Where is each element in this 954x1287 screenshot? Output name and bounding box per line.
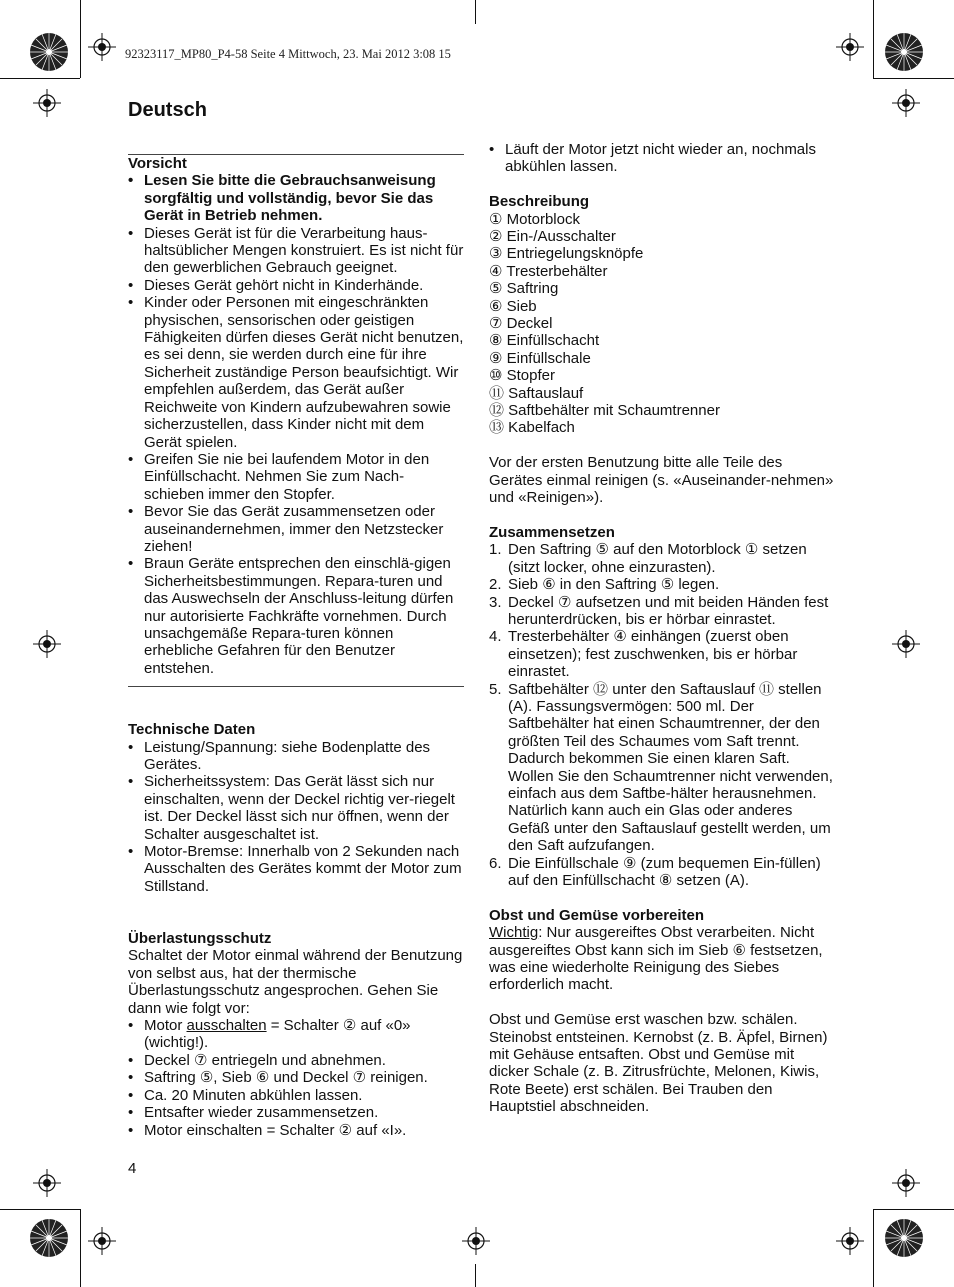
- starburst-mark: [29, 1218, 69, 1258]
- part-item: ⑥ Sieb: [489, 297, 537, 315]
- registration-mark: [88, 33, 116, 61]
- part-item: ⑦ Deckel: [489, 315, 553, 333]
- vorsicht-list: [128, 172, 464, 677]
- part-item: ⑧ Einfüllschacht: [489, 332, 600, 350]
- crop-line: [80, 1209, 81, 1287]
- list-item: • Greifen Sie nie bei laufendem Motor in den Einfüllschacht. Nehmen Sie zum Nach-schieben immer den Stopfer.: [128, 451, 464, 503]
- vorsicht-heading: Vorsicht: [128, 155, 187, 172]
- step-number: 4.: [489, 628, 502, 646]
- parts-list: [489, 211, 834, 437]
- zusammensetzen-section: [489, 524, 834, 890]
- list-item: • Ca. 20 Minuten abkühlen lassen.: [128, 1087, 464, 1104]
- registration-mark: [836, 1227, 864, 1255]
- list-item: • Sicherheitssystem: Das Gerät lässt sich nur einschalten, wenn der Deckel richtig ver-riegelt ist. Der Deckel lässt sich nur öffnen, wenn der Schalter ausgeschaltet ist.: [128, 773, 464, 843]
- item-text: Motor: [144, 1017, 187, 1035]
- registration-mark: [836, 33, 864, 61]
- step-item: [489, 576, 834, 593]
- part-item: ④ Tresterbehälter: [489, 262, 608, 280]
- part-item: ⑨ Einfüllschale: [489, 349, 591, 367]
- step-text: Sieb ⑥ in den Saftring ⑤ legen.: [508, 576, 720, 594]
- zusammensetzen-heading: Zusammensetzen: [489, 523, 615, 541]
- list-item: • Dieses Gerät ist für die Verarbeitung haus-haltsüblicher Mengen konstruiert. Es ist nicht für den gewerblichen Gebrauch geeignet.: [128, 225, 464, 277]
- obst-heading: Obst und Gemüse vorbereiten: [489, 906, 705, 924]
- part-item: ⑫ Saftbehälter mit Schaumtrenner: [489, 402, 720, 420]
- step-item: [489, 594, 834, 629]
- registration-mark: [33, 89, 61, 117]
- page-title: Deutsch: [128, 99, 207, 121]
- crop-line: [475, 0, 476, 24]
- part-item: ③ Entriegelungsknöpfe: [489, 245, 644, 263]
- step-number: 5.: [489, 680, 502, 698]
- list-item: • Bevor Sie das Gerät zusammensetzen oder auseinandernehmen, immer den Netzstecker ziehen!: [128, 503, 464, 555]
- obst-wichtig: [489, 924, 834, 994]
- crop-line: [873, 0, 874, 78]
- step-item: [489, 855, 834, 890]
- list-item: • Kinder oder Personen mit eingeschränkten physischen, sensorischen oder geistigen Fähigkeiten dürfen dieses Gerät nicht benutzen, es sei denn, sie werden durch eine für ihre Sicherheit zuständige Person beaufsichtigt. Wir empfehlen außerdem, das Gerät außer Reichweite von Kindern aufzubewahren sowie sicherzustellen, dass Kinder nicht mit dem Gerät spielen.: [128, 294, 464, 451]
- crop-line: [475, 1264, 476, 1287]
- technische-daten-section: [128, 721, 464, 895]
- list-item: • Deckel ⑦ entriegeln und abnehmen.: [128, 1052, 464, 1069]
- step-text: Die Einfüllschale ⑨ (zum bequemen Ein-füllen) auf den Einfüllschacht ⑧ setzen (A).: [508, 854, 821, 890]
- beschreibung-heading: Beschreibung: [489, 193, 590, 211]
- ueberlastung-continued-list: [489, 141, 834, 176]
- starburst-mark: [29, 32, 69, 72]
- starburst-mark: [884, 32, 924, 72]
- item-text: = Schalter ② auf «0» (wichtig!).: [144, 1017, 411, 1052]
- beschreibung-note: Vor der ersten Benutzung bitte alle Teile des Gerätes einmal reinigen (s. «Auseinander-nehmen» und «Reinigen»).: [489, 454, 834, 507]
- part-item: ⑪ Saftauslauf: [489, 384, 584, 402]
- part-item: ⑬ Kabelfach: [489, 419, 575, 437]
- printer-slug-line: 92323117_MP80_P4-58 Seite 4 Mittwoch, 23. Mai 2012 3:08 15: [125, 47, 451, 61]
- step-number: 1.: [489, 541, 502, 559]
- step-text: Tresterbehälter ④ einhängen (zuerst oben einsetzen); fest zuschwenken, bis er hörbar einrastet.: [508, 628, 798, 681]
- crop-line: [873, 1209, 874, 1287]
- list-item: • Saftring ⑤, Sieb ⑥ und Deckel ⑦ reinigen.: [128, 1069, 464, 1086]
- list-item: • Leistung/Spannung: siehe Bodenplatte des Gerätes.: [128, 739, 464, 774]
- spacer: [489, 437, 834, 454]
- registration-mark: [88, 1227, 116, 1255]
- left-column: [128, 154, 464, 1139]
- step-text: Den Saftring ⑤ auf den Motorblock ① setzen (sitzt locker, ohne einzurasten).: [508, 541, 807, 576]
- obst-section: [489, 907, 834, 1116]
- list-item: • Entsafter wieder zusammensetzen.: [128, 1104, 464, 1121]
- beschreibung-section: [489, 193, 834, 506]
- technische-daten-list: [128, 739, 464, 896]
- crop-line: [0, 1209, 80, 1210]
- crop-line: [873, 1209, 954, 1210]
- part-item: ② Ein-/Ausschalter: [489, 228, 616, 246]
- page-number: 4: [128, 1160, 137, 1177]
- part-item: ⑩ Stopfer: [489, 367, 555, 385]
- registration-mark: [462, 1227, 490, 1255]
- underlined-text: ausschalten: [186, 1017, 267, 1035]
- section-rule-bottom: [128, 686, 464, 687]
- crop-line: [0, 78, 80, 79]
- vorsicht-section: [128, 155, 464, 677]
- zusammensetzen-steps: [489, 541, 834, 889]
- ueberlastung-list: [128, 1017, 464, 1139]
- ueberlastung-intro: Schaltet der Motor einmal während der Benutzung von selbst aus, hat der thermische Überlastungsschutz angesprochen. Gehen Sie dann wie folgt vor:: [128, 947, 463, 1017]
- registration-mark: [33, 630, 61, 658]
- crop-line: [80, 0, 81, 78]
- registration-mark: [892, 1169, 920, 1197]
- step-number: 6.: [489, 854, 502, 872]
- registration-mark: [892, 630, 920, 658]
- list-item: • Braun Geräte entsprechen den einschlä-gigen Sicherheitsbestimmungen. Repara-turen und das Auswechseln der Anschluss-leitung dürfen nur autorisierte Fachkräfte vornehmen. Durch unsachgemäße Repara-turen können erhebliche Gefahren für den Benutzer entstehen.: [128, 555, 464, 677]
- spacer: [489, 994, 834, 1011]
- ueberlastung-section: [128, 930, 464, 1139]
- list-item: • Läuft der Motor jetzt nicht wieder an, nochmals abkühlen lassen.: [489, 141, 834, 176]
- wichtig-label: Wichtig: [489, 924, 539, 942]
- technische-daten-heading: Technische Daten: [128, 721, 256, 739]
- list-item: • Motor einschalten = Schalter ② auf «I».: [128, 1122, 464, 1139]
- list-item: [128, 1017, 464, 1052]
- ueberlastung-heading: Überlastungsschutz: [128, 930, 272, 948]
- obst-paragraph: Obst und Gemüse erst waschen bzw. schälen. Steinobst entsteinen. Kernobst (z. B. Äpfel, Birnen) mit Gehäuse entsaften. Obst und Gemüse mit dicker Schale (z. B. Zitrusfrüchte, Melonen, Kiwis, Rote Beete) erst schälen. Bei Trauben den Hauptstiel abschneiden.: [489, 1011, 828, 1116]
- registration-mark: [33, 1169, 61, 1197]
- step-text: Deckel ⑦ aufsetzen und mit beiden Händen fest herunterdrücken, bis er hörbar einrastet.: [508, 593, 829, 628]
- registration-mark: [892, 89, 920, 117]
- step-number: 3.: [489, 593, 502, 611]
- list-item: • Motor-Bremse: Innerhalb von 2 Sekunden nach Ausschalten des Gerätes kommt der Motor zum Stillstand.: [128, 843, 464, 895]
- step-text: Saftbehälter ⑫ unter den Saftauslauf ⑪ stellen (A). Fassungsvermögen: 500 ml. Der Saftbehälter hat einen Schaumtrenner, der den größten Teil des Schaumes vom Saft trennt. Dadurch bekommen Sie einen klaren Saft. Wollen Sie den Schaumtrenner nicht verwenden, einfach aus dem Saftbe-hälter herausnehmen. Natürlich kann auch ein Glas oder anderes Gefäß unter den Saftauslauf gestellt werden, um den Saft aufzufangen.: [508, 680, 833, 855]
- step-item: [489, 681, 834, 855]
- right-column: [489, 141, 834, 1116]
- step-item: [489, 541, 834, 576]
- part-item: ⑤ Saftring: [489, 280, 559, 298]
- list-item: • Lesen Sie bitte die Gebrauchsanweisung sorgfältig und vollständig, bevor Sie das Gerät in Betrieb nehmen.: [128, 172, 464, 224]
- step-item: [489, 628, 834, 680]
- list-item: • Dieses Gerät gehört nicht in Kinderhände.: [128, 277, 464, 294]
- crop-line: [873, 78, 954, 79]
- part-item: ① Motorblock: [489, 210, 580, 228]
- starburst-mark: [884, 1218, 924, 1258]
- step-number: 2.: [489, 576, 502, 594]
- wichtig-text: : Nur ausgereiftes Obst verarbeiten. Nicht ausgereiftes Obst kann sich im Sieb ⑥ festsetzen, was eine wiederholte Reinigung des Siebes erforderlich macht.: [489, 924, 823, 994]
